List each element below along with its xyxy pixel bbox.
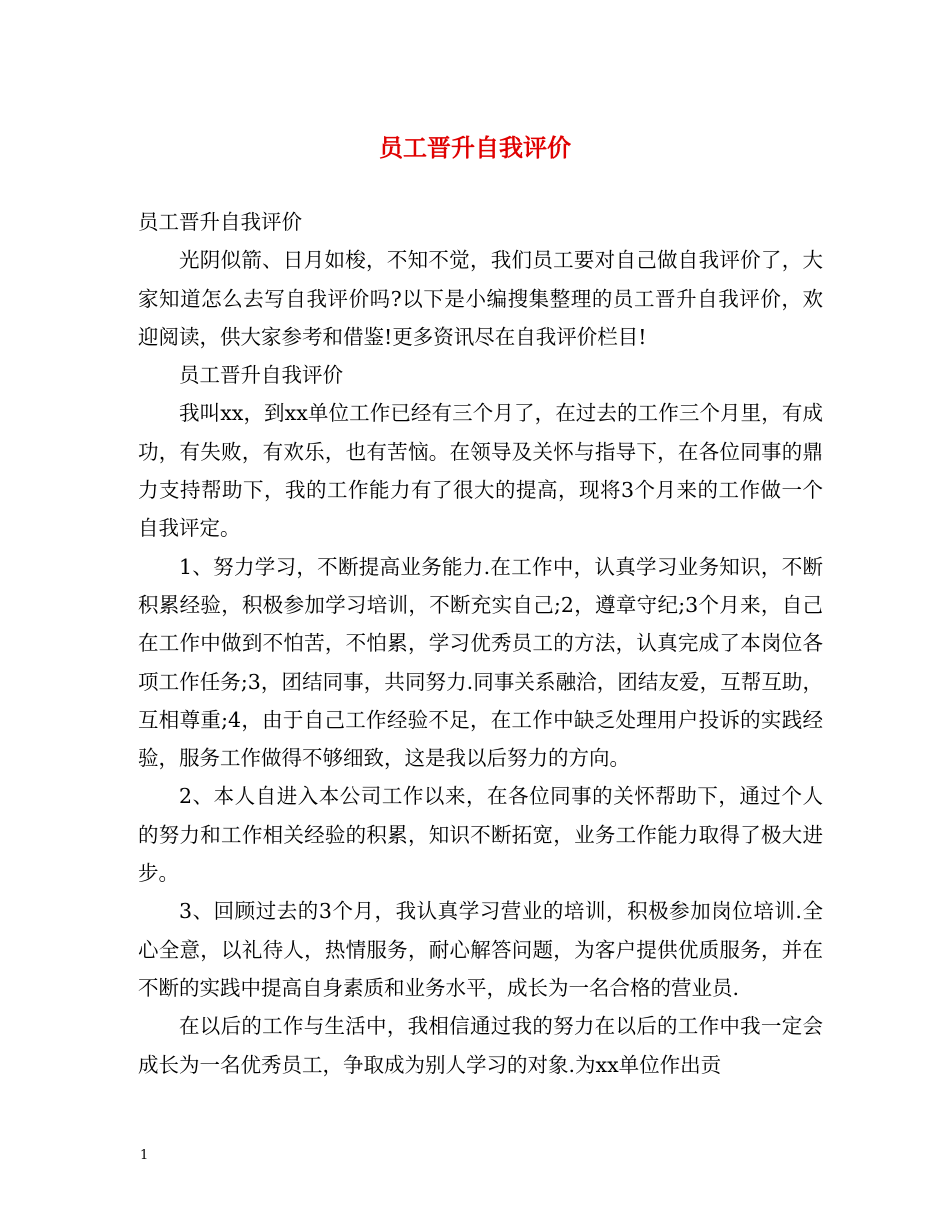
page-number: 1 xyxy=(140,1148,149,1163)
paragraph-point-1: 1、努力学习，不断提高业务能力.在工作中，认真学习业务知识，不断积累经验，积极参加学习培训，不断充实自己;2，遵章守纪;3个月来，自己在工作中做到不怕苦，不怕累，学习优秀员工的方法，认真完成了本岗位各项工作任务;3，团结同事，共同努力.同事关系融洽，团结友爱，互帮互助，互相尊重;4，由于自己工作经验不足，在工作中缺乏处理用户投诉的实践经验，服务工作做得不够细致，这是我以后努力的方向。 xyxy=(138,554,823,771)
paragraph-point-2: 2、本人自进入本公司工作以来，在各位同事的关怀帮助下，通过个人的努力和工作相关经验的积累，知识不断拓宽，业务工作能力取得了极大进步。 xyxy=(138,784,823,886)
document-title: 员工晋升自我评价 xyxy=(379,133,571,162)
section-heading: 员工晋升自我评价 xyxy=(179,363,343,388)
document-body xyxy=(138,203,823,1084)
intro-paragraph: 光阴似箭、日月如梭，不知不觉，我们员工要对自己做自我评价了，大家知道怎么去写自我评价吗?以下是小编搜集整理的员工晋升自我评价，欢迎阅读，供大家参考和借鉴!更多资讯尽在自我评价栏目! xyxy=(138,248,823,349)
paragraph-point-3: 3、回顾过去的3个月，我认真学习营业的培训，积极参加岗位培训.全心全意，以礼待人，热情服务，耐心解答问题，为客户提供优质服务，并在不断的实践中提高自身素质和业务水平，成长为一名合格的营业员. xyxy=(138,899,823,1000)
paragraph-conclusion: 在以后的工作与生活中，我相信通过我的努力在以后的工作中我一定会成长为一名优秀员工，争取成为别人学习的对象.为xx单位作出贡 xyxy=(138,1014,823,1077)
body-heading: 员工晋升自我评价 xyxy=(138,210,302,234)
paragraph-self-intro: 我叫xx，到xx单位工作已经有三个月了，在过去的工作三个月里，有成功，有失败，有欢乐，也有苦恼。在领导及关怀与指导下，在各位同事的鼎力支持帮助下，我的工作能力有了很大的提高，现将3个月来的工作做一个自我评定。 xyxy=(138,401,823,541)
